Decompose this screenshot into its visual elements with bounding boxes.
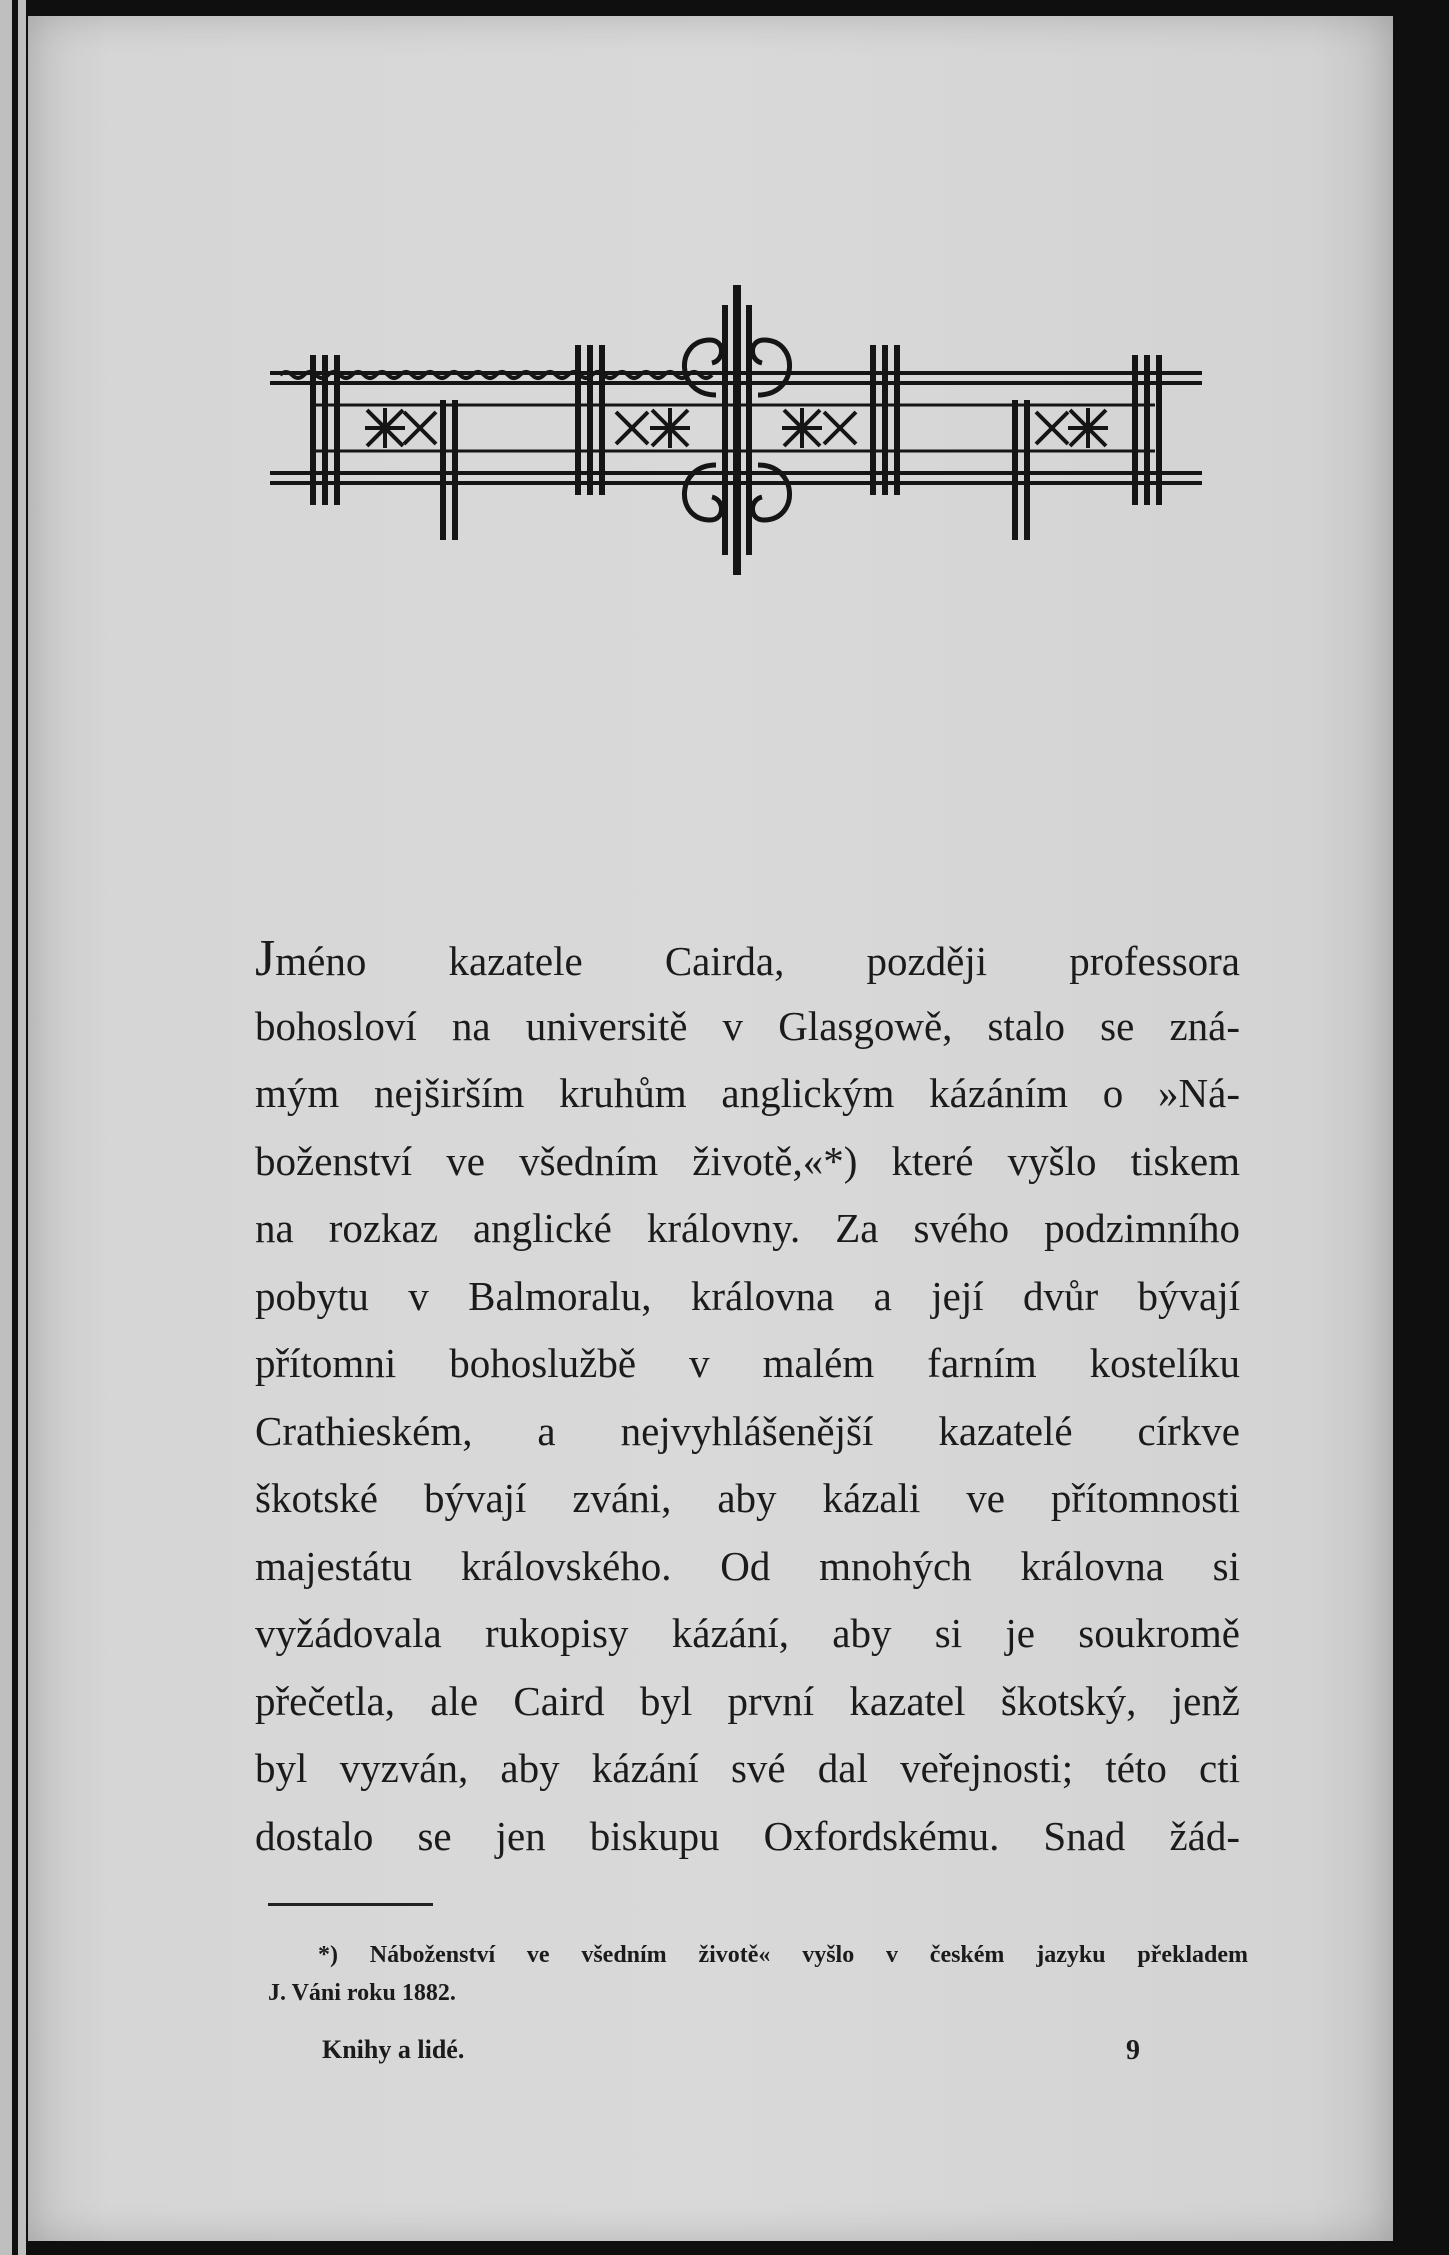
body-text (255, 925, 1240, 1870)
footnote-line-1: *) Náboženství ve všedním životě« vyšlo v českém jazyku překladem (318, 1942, 1248, 1968)
body-line-4: boženství ve všedním životě,«*) které vyšlo tiskem (255, 1137, 1240, 1184)
footnote (268, 1936, 1248, 2012)
body-line-9: škotské bývají zváni, aby kázali ve přítomnosti (255, 1475, 1240, 1521)
decorative-headpiece-ornament (270, 285, 1202, 575)
body-line-12: přečetla, ale Caird byl první kazatel škotský, jenž (255, 1677, 1240, 1724)
footnote-line-2: J. Váni roku 1882. (268, 1980, 456, 2006)
body-line-6: pobytu v Balmoralu, královna a její dvůr bývají (255, 1272, 1240, 1319)
signature-mark: Knihy a lidé. (322, 2035, 465, 2064)
body-line-5: na rozkaz anglické královny. Za svého podzimního (255, 1205, 1240, 1251)
left-page-edge (0, 0, 26, 2255)
body-line-3: mým nejširším kruhům anglickým kázáním o »Ná- (255, 1070, 1240, 1116)
binding-line (12, 0, 18, 2255)
body-line-2: bohosloví na universitě v Glasgowě, stalo se zná- (255, 1002, 1240, 1049)
body-line-10: majestátu královského. Od mnohých královna si (255, 1542, 1240, 1589)
body-line-1: Jméno kazatele Cairda, později professora (255, 930, 1240, 987)
body-line-13: byl vyzván, aby kázání své dal veřejnosti; této cti (255, 1745, 1240, 1791)
page-number: 9 (1126, 2035, 1140, 2066)
body-line-14: dostalo se jen biskupu Oxfordskému. Snad žád- (255, 1812, 1240, 1859)
body-line-7: přítomni bohoslužbě v malém farním kostelíku (255, 1340, 1240, 1386)
body-line-11: vyžádovala rukopisy kázání, aby si je soukromě (255, 1610, 1240, 1656)
footnote-rule (268, 1903, 433, 1906)
body-line-8: Crathieském, a nejvyhlášenější kazatelé církve (255, 1407, 1240, 1454)
